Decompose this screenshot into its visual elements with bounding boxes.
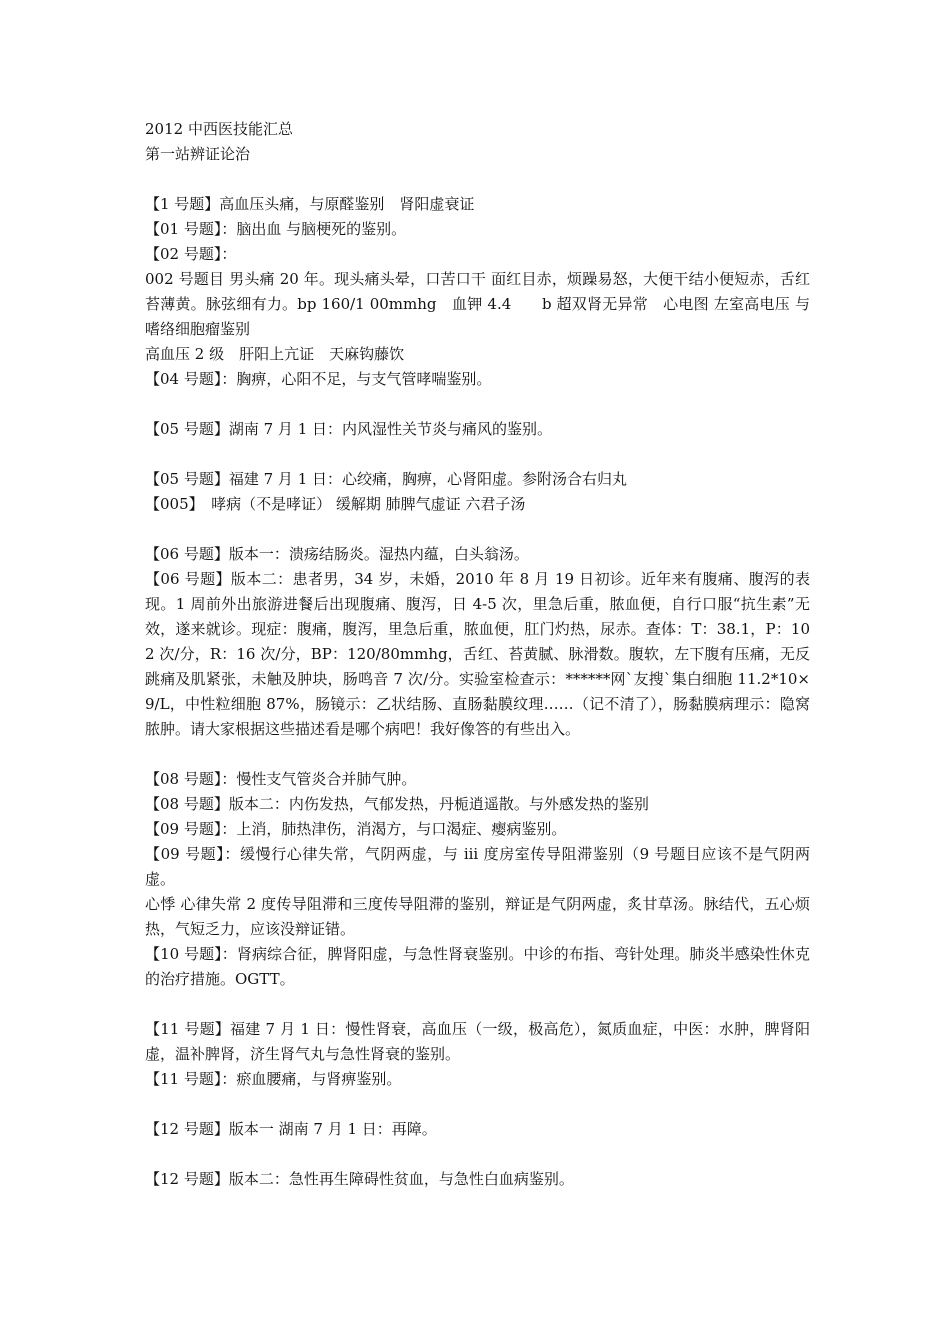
- spacer: [145, 992, 810, 1017]
- question-line: 【005】 哮病（不是哮证） 缓解期 肺脾气虚证 六君子汤: [145, 495, 526, 513]
- question-line: 002 号题目 男头痛 20 年。现头痛头晕，口苦口干 面红目赤，烦躁易怒，大便干结小便短赤，舌红苔薄黄。脉弦细有力。bp 160/1 00mmhg 血钾 4.4 b 超双肾无异常 心电图 左室高电压 与嗜络细胞瘤鉴别: [145, 270, 810, 338]
- document-title: 2012 中西医技能汇总: [145, 120, 293, 138]
- question-line: 【08 号题】：慢性支气管炎合并肺气肿。: [145, 770, 417, 788]
- block-7: [145, 1117, 810, 1142]
- question-line: 【12 号题】版本二：急性再生障碍性贫血，与急性白血病鉴别。: [145, 1170, 574, 1188]
- spacer: [145, 1142, 810, 1167]
- question-line: 【1 号题】高血压头痛，与原醛鉴别 肾阳虚衰证: [145, 195, 475, 213]
- block-8: [145, 1167, 810, 1192]
- question-line: 【06 号题】版本二：患者男，34 岁，未婚，2010 年 8 月 19 日初诊。近年来有腹痛、腹泻的表现。1 周前外出旅游进餐后出现腹痛、腹泻，日 4-5 次，里急后重，脓血便，自行口服“抗生素”无效，遂来就诊。现症：腹痛，腹泻，里急后重，脓血便，肛门灼热，尿赤。查体：T：38.1，P：102 次/分，R：16 次/分，BP：120/80mmhg，舌红、苔黄腻、脉滑数。腹软，左下腹有压痛，无反跳痛及肌紧张，未触及肿块，肠鸣音 7 次/分。实验室检查示：******网`友搜`集白细胞 11.2*10×9/L，中性粒细胞 87%，肠镜示：乙状结肠、直肠黏膜纹理……（记不清了），肠黏膜病理示：隐窝脓肿。请大家根据这些描述看是哪个病吧！我好像答的有些出入。: [145, 570, 810, 738]
- block-1: [145, 192, 810, 392]
- block-4: [145, 542, 810, 742]
- question-line: 【10 号题】：肾病综合征，脾肾阳虚，与急性肾衰鉴别。中诊的布指、弯针处理。肺炎半感染性休克的治疗措施。OGTT。: [145, 945, 810, 988]
- question-line: 【05 号题】湖南 7 月 1 日：内风湿性关节炎与痛风的鉴别。: [145, 420, 553, 438]
- spacer: [145, 442, 810, 467]
- block-6: [145, 1017, 810, 1092]
- spacer: [145, 742, 810, 767]
- question-line: 【08 号题】版本二：内伤发热，气郁发热，丹栀逍遥散。与外感发热的鉴别: [145, 795, 649, 813]
- question-line: 【09 号题】：上消，肺热津伤，消渴方，与口渴症、瘿病鉴别。: [145, 820, 567, 838]
- question-line: 【12 号题】版本一 湖南 7 月 1 日：再障。: [145, 1120, 437, 1138]
- block-5: [145, 767, 810, 992]
- question-line: 【09 号题】：缓慢行心律失常，气阴两虚，与 iii 度房室传导阻滞鉴别（9 号题目应该不是气阴两虚。: [145, 845, 810, 888]
- spacer: [145, 1092, 810, 1117]
- document-subtitle: 第一站辨证论治: [145, 145, 251, 163]
- question-line: 【11 号题】福建 7 月 1 日：慢性肾衰，高血压（一级，极高危），氮质血症，中医：水肿，脾肾阳虚，温补脾肾，济生肾气丸与急性肾衰的鉴别。: [145, 1020, 810, 1063]
- question-line: 【11 号题】：瘀血腰痛，与肾痹鉴别。: [145, 1070, 402, 1088]
- spacer: [145, 167, 810, 192]
- block-2: [145, 417, 810, 442]
- question-line: 高血压 2 级 肝阳上亢证 天麻钩藤饮: [145, 345, 405, 363]
- question-line: 【06 号题】版本一：溃疡结肠炎。湿热内蕴，白头翁汤。: [145, 545, 529, 563]
- question-line: 【01 号题】：脑出血 与脑梗死的鉴别。: [145, 220, 407, 238]
- question-line: 心悸 心律失常 2 度传导阻滞和三度传导阻滞的鉴别，辩证是气阴两虚，炙甘草汤。脉结代，五心烦热，气短乏力，应该没辩证错。: [145, 895, 810, 938]
- spacer: [145, 517, 810, 542]
- document-page: [145, 117, 810, 1192]
- question-line: 【02 号题】：: [145, 245, 237, 263]
- spacer: [145, 392, 810, 417]
- question-line: 【04 号题】：胸痹，心阳不足，与支气管哮喘鉴别。: [145, 370, 492, 388]
- block-3: [145, 467, 810, 517]
- question-line: 【05 号题】福建 7 月 1 日：心绞痛，胸痹，心肾阳虚。参附汤合右归丸: [145, 470, 628, 488]
